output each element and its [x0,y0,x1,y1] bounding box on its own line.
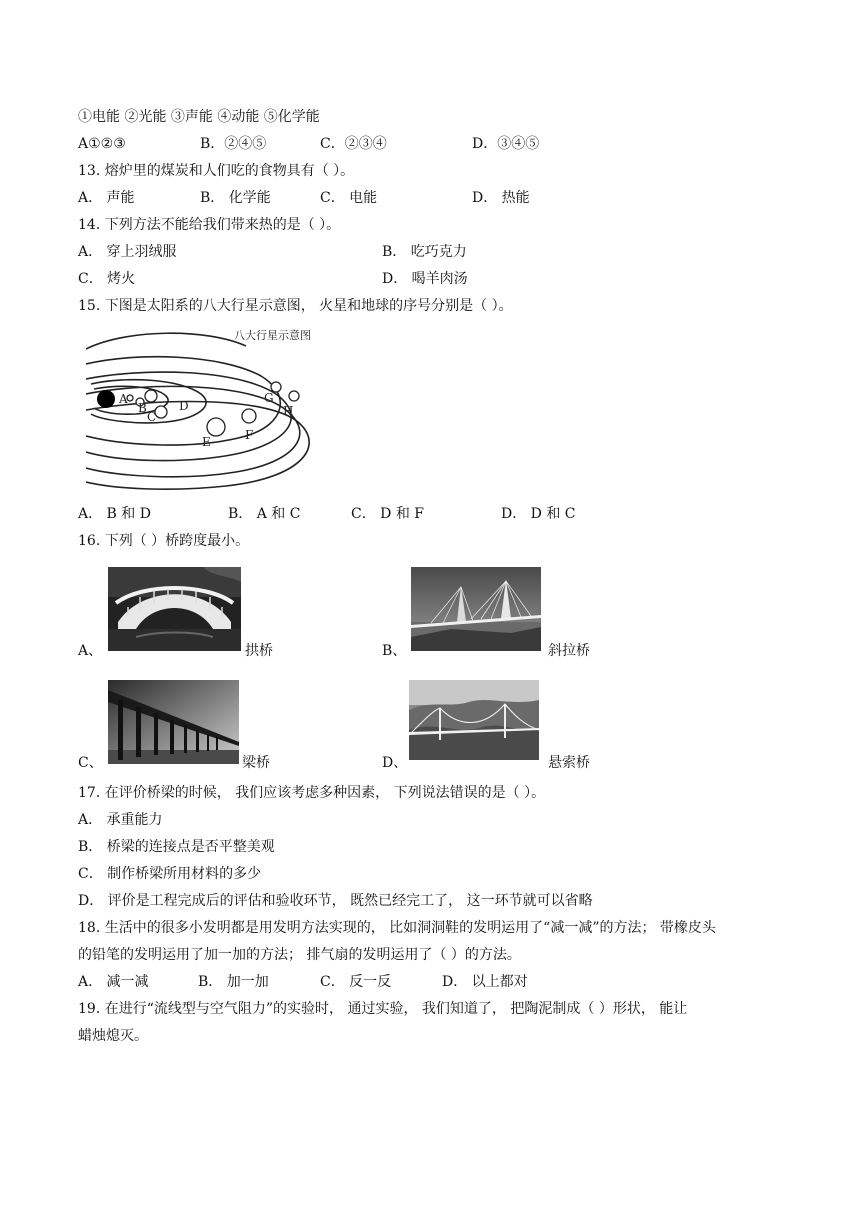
q14-stem: 14. 下列方法不能给我们带来热的是（ ）。 [78,217,341,233]
q16-option-a-name: 拱桥 [245,643,273,659]
planet-label-h: H [283,404,294,418]
q15-option-a: A． B 和 D [78,506,151,522]
q15-option-d: D． D 和 C [501,506,576,522]
q18-option-d: D． 以上都对 [442,974,528,990]
planet-d [155,406,167,418]
q17-stem: 17. 在评价桥梁的时候， 我们应该考虑多种因素， 下列说法错误的是（ ）。 [78,785,546,801]
planet-label-g: G [264,391,274,405]
planet-label-e: E [202,435,211,449]
beam-bridge-photo [108,680,239,764]
q15-option-c: C． D 和 F [351,506,425,522]
q12-items: ①电能 ②光能 ③声能 ④动能 ⑤化学能 [78,109,320,125]
q12-option-d: D．③④⑤ [472,136,540,152]
q14-option-c: C． 烤火 [78,271,136,287]
planet-h [289,391,299,401]
q18-stem-line1: 18. 生活中的很多小发明都是用发明方法实现的， 比如洞洞鞋的发明运用了“减一减”的方法； 带橡皮头 [78,920,716,936]
q16-option-b-letter: B、 [382,643,407,659]
planet-a [127,395,133,401]
q14-option-a: A． 穿上羽绒服 [78,244,177,260]
diagram-title: 八大行星示意图 [234,329,311,342]
planet-label-a: A [119,392,128,406]
q16-option-b-name: 斜拉桥 [548,643,590,659]
q16-option-c-name: 梁桥 [242,755,270,771]
q14-option-d: D． 喝羊肉汤 [382,271,468,287]
q18-option-c: C． 反一反 [320,974,392,990]
q14-option-b: B． 吃巧克力 [382,244,467,260]
q13-option-b: B． 化学能 [200,190,271,206]
q19-stem-line2: 蜡烛熄灭。 [78,1028,148,1044]
q18-option-b: B． 加一加 [198,974,269,990]
q17-option-c: C． 制作桥梁所用材料的多少 [78,866,262,882]
q16-stem: 16. 下列（ ）桥跨度最小。 [78,533,250,549]
arch-bridge-photo [108,567,241,651]
q13-option-a: A． 声能 [78,190,135,206]
q16-option-a-letter: A、 [78,643,103,659]
q16-option-d-name: 悬索桥 [548,755,590,771]
q16-option-d-letter: D、 [382,755,408,771]
q17-option-a: A． 承重能力 [78,812,163,828]
q13-option-d: D． 热能 [472,190,530,206]
q15-option-b: B． A 和 C [228,506,301,522]
solar-system-diagram [86,324,336,496]
planet-e [207,418,225,436]
q12-option-a: A①②③ [78,136,126,152]
planet-label-c: C [147,410,157,424]
planet-label-b: B [138,401,147,415]
suspension-bridge-photo [409,680,539,760]
cable-stayed-bridge-photo [411,567,541,651]
q17-option-d: D． 评价是工程完成后的评估和验收环节， 既然已经完工了， 这一环节就可以省略 [78,893,593,909]
planet-label-f: F [245,428,254,442]
q17-option-b: B． 桥梁的连接点是否平整美观 [78,839,275,855]
q12-option-b: B．②④⑤ [200,136,267,152]
planet-f [242,409,256,423]
planet-label-d: D [179,399,189,413]
q15-stem: 15. 下图是太阳系的八大行星示意图， 火星和地球的序号分别是（ ）。 [78,298,513,314]
sun [97,390,115,408]
q12-option-c: C．②③④ [320,136,387,152]
q18-stem-line2: 的铅笔的发明运用了加一加的方法； 排气扇的发明运用了（ ）的方法。 [78,947,521,963]
q16-option-c-letter: C、 [78,755,103,771]
q13-stem: 13. 熔炉里的煤炭和人们吃的食物具有（ ）。 [78,163,355,179]
q19-stem-line1: 19. 在进行“流线型与空气阻力”的实验时， 通过实验， 我们知道了， 把陶泥制成（ ）形状， 能让 [78,1001,688,1017]
q13-option-c: C． 电能 [320,190,378,206]
q18-option-a: A． 减一减 [78,974,149,990]
